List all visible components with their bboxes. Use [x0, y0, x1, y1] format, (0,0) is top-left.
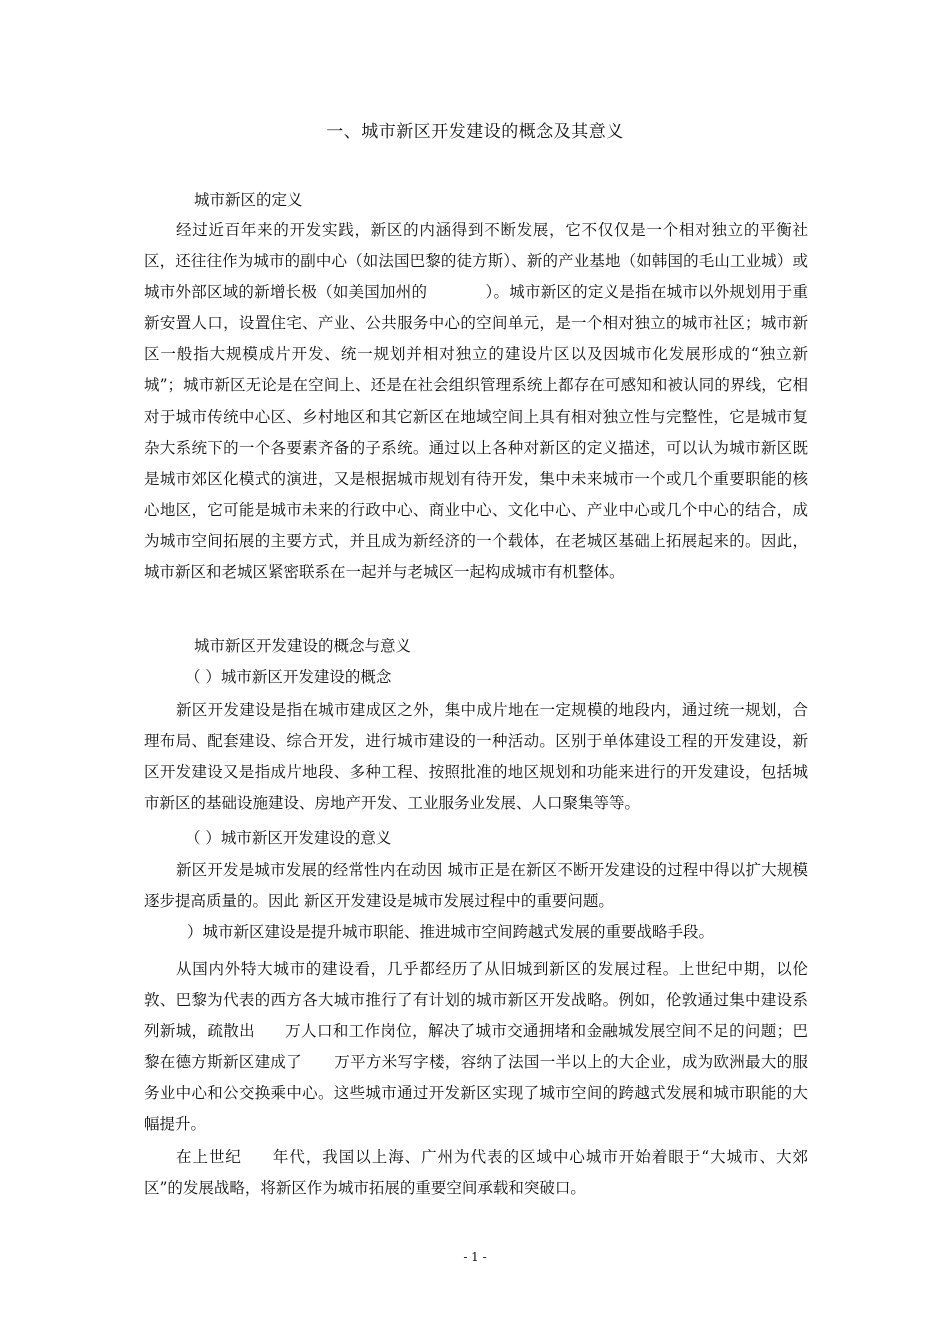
paragraph-definition-part-b: ）。城市新区的定义是指在城市以外规划用于重新安置人口，设置住宅、产业、公共服务中心的空间单元，是一个相对独立的城市社区；城市新区一般指大规模成片开发、统一规划并相对独立的建设片区以及因城市化发展形成的“独立新城”；城市新区无论是在空间上、还是在社会组织管理系统上都存在可感知和被认同的界线，它相对于城市传统中心区、乡村地区和其它新区在地域空间上具有相对独立性与完整性，它是城市复杂大系统下的一个各要素齐备的子系统。通过以上各种对新区的定义描述，可以认为城市新区既是城市郊区化模式的演进，又是根据城市规划有待开发，集中未来城市一个或几个重要职能的核心地区，它可能是城市未来的行政中心、商业中心、文化中心、产业中心或几个中心的结合，成为城市空间拓展的主要方式，并且成为新经济的一个载体，在老城区基础上拓展起来的。因此，城市新区和老城区紧密联系在一起并与老城区一起构成城市有机整体。 [144, 283, 808, 582]
paragraph-definition [144, 215, 808, 588]
paragraph-meaning: 新区开发是城市发展的经常性内在动因 城市正是在新区不断开发建设的过程中得以扩大规模 逐步提高质量的。因此 新区开发建设是城市发展过程中的重要问题。 [144, 861, 808, 911]
paragraph-world-part-b: 万人口和工作岗位，解决了城市交通拥堵和金融城发展空间不足的问题；巴黎在德方斯新区建成了 [144, 1022, 808, 1072]
paragraph-concept: 新区开发建设是指在城市建成区之外，集中成片地在一定规模的地段内，通过统一规划，合理布局、配套建设、综合开发，进行城市建设的一种活动。区别于单体建设工程的开发建设，新区开发建设又是指成片地段、多种工程、按照批准的地区规划和功能来进行的开发建设，包括城市新区的基础设施建设、房地产开发、工业服务业发展、人口聚集等等。 [144, 701, 808, 813]
paragraph-china-part-b: 年代，我国以上海、广州为代表的区域中心城市开始着眼于“大城市、大郊区”的发展战略，将新区作为城市拓展的重要空间承载和突破口。 [144, 1148, 808, 1198]
paragraph-world-cities [144, 954, 808, 1141]
page-title: 一、城市新区开发建设的概念及其意义 [326, 122, 624, 142]
paragraph-china-part-a: 在上世纪 [176, 1148, 242, 1166]
subheading-meaning: （ ）城市新区开发建设的意义 [185, 829, 392, 847]
paragraph-definition-part-a: 经过近百年来的开发实践，新区的内涵得到不断发展，它不仅仅是一个相对独立的平衡社区，还往往作为城市的副中心（如法国巴黎的徒方斯）、新的产业基地（如韩国的毛山工业城）或城市外部区域的新增长极（如美国加州的 [144, 221, 808, 302]
paragraph-world-part-a: 从国内外特大城市的建设看，几乎都经历了从旧城到新区的发展过程。上世纪中期，以伦敦、巴黎为代表的西方各大城市推行了有计划的城市新区开发战略。例如，伦敦通过集中建设系列新城，疏散出 [144, 960, 808, 1041]
paragraph-china [144, 1142, 808, 1204]
section-heading-definition: 城市新区的定义 [194, 191, 303, 209]
section-heading-concept-meaning: 城市新区开发建设的概念与意义 [194, 637, 412, 655]
page-number: - 1 - [463, 1250, 487, 1264]
subheading-concept: （ ）城市新区开发建设的概念 [185, 668, 392, 686]
point-heading-strategy: ）城市新区建设是提升城市职能、推进城市空间跨越式发展的重要战略手段。 [187, 923, 715, 941]
paragraph-world-part-c: 万平方米写字楼，容纳了法国一半以上的大企业，成为欧洲最大的服务业中心和公交换乘中心。这些城市通过开发新区实现了城市空间的跨越式发展和城市职能的大幅提升。 [144, 1053, 808, 1134]
